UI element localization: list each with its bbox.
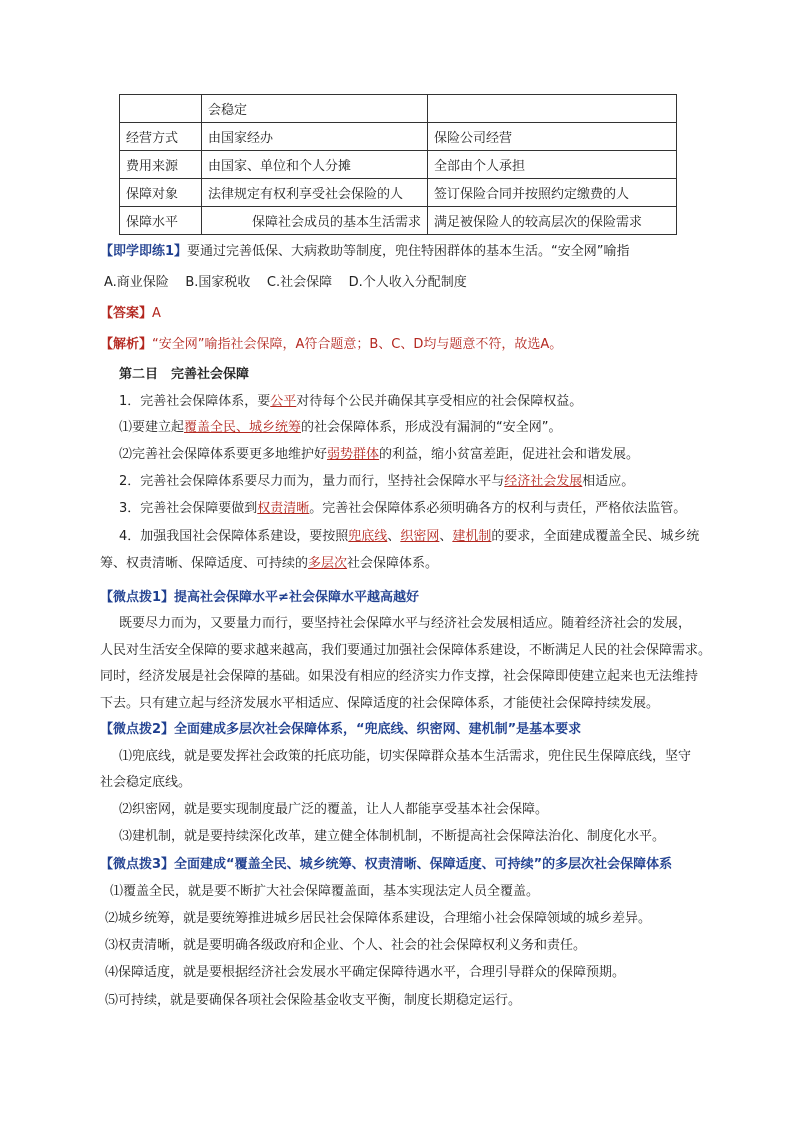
tip3-line: ⑷保障适度，就是要根据经济社会发展水平确定保障待遇水平，合理引导群众的保障预期。 <box>105 965 626 980</box>
key-term: 经济社会发展 <box>504 474 583 489</box>
text: 、 <box>387 529 401 544</box>
tip3-line: ⑵城乡统筹，就是要统筹推进城乡居民社会保障体系建设，合理缩小社会保障领域的城乡差异。 <box>105 911 652 926</box>
section-paragraph <box>119 474 634 490</box>
table-cell: 满足被保险人的较高层次的保险需求 <box>428 207 677 235</box>
table-cell: 保障水平 <box>120 207 202 235</box>
key-term: 覆盖全民、城乡统筹 <box>184 420 302 435</box>
tip1-line: 人民对生活安全保障的要求越来越高，我们要通过加强社会保障体系建设，不断满足人民的社会保障需求。 <box>100 643 712 658</box>
text: 。完善社会保障体系必须明确各方的权利与责任，严格依法监管。 <box>309 501 687 516</box>
text: 社会保障体系。 <box>347 556 439 571</box>
text: 对待每个公民并确保其享受相应的社会保障权益。 <box>296 394 583 409</box>
section-paragraph <box>119 394 582 410</box>
key-term: 多层次 <box>308 556 348 571</box>
table-row <box>120 95 677 123</box>
key-term: 织密网 <box>400 529 440 544</box>
practice-text: 要通过完善低保、大病救助等制度，兜住特困群体的基本生活。“安全网”喻指 <box>187 244 630 259</box>
table-cell: 法律规定有权利享受社会保险的人 <box>202 179 428 207</box>
answer-value: A <box>152 306 161 321</box>
comparison-table <box>119 94 677 235</box>
tip2-line: 社会稳定底线。 <box>100 775 192 790</box>
table-cell: 保障对象 <box>120 179 202 207</box>
section-paragraph <box>119 420 562 436</box>
table-cell: 全部由个人承担 <box>428 151 677 179</box>
table-row <box>120 123 677 151</box>
text: ⑵完善社会保障体系要更多地维护好 <box>119 447 328 462</box>
table-row <box>120 179 677 207</box>
text: 4．加强我国社会保障体系建设，要按照 <box>119 529 349 544</box>
key-term: 建机制 <box>452 529 492 544</box>
text: 的要求，全面建成覆盖全民、城乡统 <box>491 529 700 544</box>
tip2-line: ⑶建机制，就是要持续深化改革，建立健全体制机制，不断提高社会保障法治化、制度化水平。 <box>119 829 666 844</box>
table-cell: 保险公司经营 <box>428 123 677 151</box>
text: 的社会保障体系，形成没有漏洞的“安全网”。 <box>301 420 562 435</box>
tip3-title: 【微点拨3】全面建成“覆盖全民、城乡统筹、权责清晰、保障适度、可持续”的多层次社会保障体系 <box>100 857 673 872</box>
tip3-line: ⑸可持续，就是要确保各项社会保险基金收支平衡，制度长期稳定运行。 <box>105 993 522 1008</box>
practice-question <box>100 244 630 260</box>
text: 的利益，缩小贫富差距，促进社会和谐发展。 <box>379 447 640 462</box>
section-paragraph <box>119 501 686 517</box>
tip3-line: ⑴覆盖全民，就是要不断扩大社会保障覆盖面，基本实现法定人员全覆盖。 <box>110 884 540 899</box>
section-paragraph <box>119 529 699 545</box>
analysis-text: “安全网”喻指社会保障，A符合题意；B、C、D均与题意不符，故选A。 <box>152 337 563 352</box>
table-cell <box>428 95 677 123</box>
table-cell: 会稳定 <box>202 95 428 123</box>
table-row <box>120 207 677 235</box>
text: 、 <box>439 529 453 544</box>
tip3-line: ⑶权责清晰，就是要明确各级政府和企业、个人、社会的社会保障权利义务和责任。 <box>105 938 587 953</box>
tip1-line: 既要尽力而为，又要量力而行，要坚持社会保障水平与经济社会发展相适应。随着经济社会的发展， <box>119 616 692 631</box>
text: 2．完善社会保障体系要尽力而为，量力而行，坚持社会保障水平与 <box>119 474 505 489</box>
answer-line <box>100 306 161 322</box>
tip1-line: 下去。只有建立起与经济发展水平相适应、保障适度的社会保障体系，才能使社会保障持续发展。 <box>100 696 660 711</box>
key-term: 兜底线 <box>348 529 388 544</box>
tip2-line: ⑴兜底线，就是要发挥社会政策的托底功能，切实保障群众基本生活需求，兜住民生保障底线，坚守 <box>119 749 692 764</box>
section-paragraph <box>119 447 639 463</box>
table-row <box>120 151 677 179</box>
table-cell: 由国家经办 <box>202 123 428 151</box>
tip2-line: ⑵织密网，就是要实现制度最广泛的覆盖，让人人都能享受基本社会保障。 <box>119 802 549 817</box>
analysis-tag: 【解析】 <box>100 337 153 352</box>
answer-tag: 【答案】 <box>100 306 153 321</box>
section-title: 第二目 完善社会保障 <box>119 367 250 382</box>
table-cell: 由国家、单位和个人分摊 <box>202 151 428 179</box>
section-paragraph <box>100 556 438 572</box>
text: ⑴要建立起 <box>119 420 185 435</box>
table-cell <box>120 95 202 123</box>
text: 3．完善社会保障要做到 <box>119 501 258 516</box>
key-term: 弱势群体 <box>327 447 380 462</box>
table-cell: 签订保险合同并按照约定缴费的人 <box>428 179 677 207</box>
practice-options: A.商业保险 B.国家税收 C.社会保障 D.个人收入分配制度 <box>104 275 467 290</box>
text: 1．完善社会保障体系，要 <box>119 394 271 409</box>
tip1-title: 【微点拨1】提高社会保障水平≠社会保障水平越高越好 <box>100 590 419 605</box>
table-cell: 经营方式 <box>120 123 202 151</box>
tip1-line: 同时，经济发展是社会保障的基础。如果没有相应的经济实力作支撑，社会保障即使建立起来也无法维持 <box>100 669 699 684</box>
key-term: 权责清晰 <box>257 501 310 516</box>
table-cell: 保障社会成员的基本生活需求 <box>202 207 428 235</box>
tip2-title: 【微点拨2】全面建成多层次社会保障体系，“兜底线、织密网、建机制”是基本要求 <box>100 722 582 737</box>
key-term: 公平 <box>270 394 297 409</box>
practice-tag: 【即学即练1】 <box>100 244 188 259</box>
analysis-line <box>100 337 562 353</box>
table-cell: 费用来源 <box>120 151 202 179</box>
text: 筹、权责清晰、保障适度、可持续的 <box>100 556 309 571</box>
text: 相适应。 <box>582 474 635 489</box>
